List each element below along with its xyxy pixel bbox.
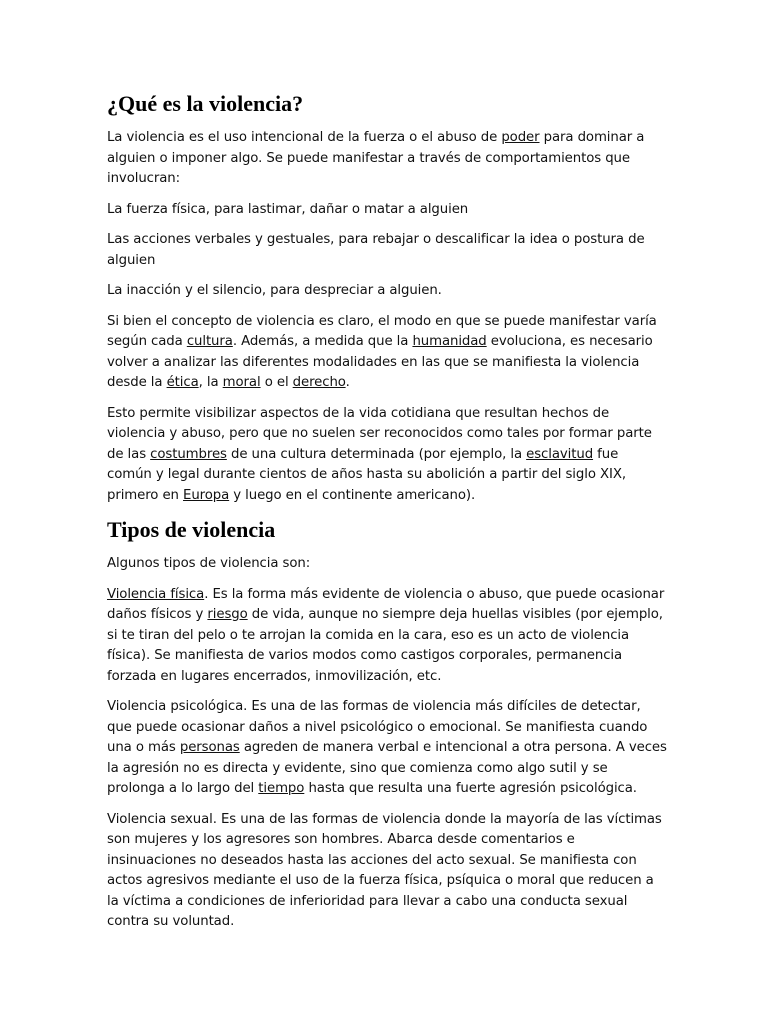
paragraph-concepto (107, 312, 667, 394)
paragraph-violencia-fisica (107, 585, 667, 688)
text: . Además, a medida que la (232, 334, 413, 349)
text: o el (260, 375, 293, 390)
text: Violencia psicológica. Es una de las formas de violencia más difíciles de detectar, que puede ocasionar daños a nivel psicológico o emocional. Se manifiesta cuando una o más (107, 699, 648, 755)
link-violencia-fisica[interactable]: Violencia física (107, 586, 205, 602)
link-moral[interactable]: moral (222, 375, 261, 390)
text: Esto permite visibilizar aspectos de la vida cotidiana que resultan hechos de violencia y abuso, pero que no suelen ser reconocidos como tales por formar parte de las (107, 405, 652, 462)
link-humanidad[interactable]: humanidad (412, 334, 487, 349)
text: hasta que resulta una fuerte agresión psicológica. (304, 781, 637, 796)
paragraph-item-acciones: Las acciones verbales y gestuales, para rebajar o descalificar la idea o postura de alguien (107, 232, 645, 268)
link-costumbres[interactable]: costumbres (150, 446, 227, 462)
link-cultura[interactable]: cultura (186, 334, 233, 349)
link-riesgo[interactable]: riesgo (207, 607, 248, 622)
document-body (107, 90, 667, 943)
text: de vida, aunque no siempre deja huellas visibles (por ejemplo, si te tiran del pelo o te arrojan la comida en la cara, eso es un acto de violencia física). Se manifiesta de varios modos como castigos corporales, permanencia forzada en lugares encerrados, inmovilización, etc. (107, 607, 663, 684)
text: La violencia es el uso intencional de la fuerza o el abuso de (107, 130, 502, 145)
paragraph-visibilizar (107, 404, 667, 507)
paragraph-intro-tipos: Algunos tipos de violencia son: (107, 556, 311, 571)
heading-tipos-violencia: Tipos de violencia (107, 517, 276, 542)
text: y luego en el continente americano). (229, 487, 476, 503)
paragraph-violencia-psicologica (107, 697, 667, 800)
paragraph-item-inaccion: La inacción y el silencio, para despreciar a alguien. (107, 283, 442, 298)
text: fue común y legal durante cientos de años hasta su abolición a partir del siglo XIX, primero en (107, 446, 626, 503)
text: , la (198, 375, 223, 390)
text: agreden de manera verbal e intencional a otra persona. A veces la agresión no es directa y evidente, sino que comienza como algo sutil y se prolonga a lo largo del (107, 740, 667, 796)
paragraph-violencia-sexual: Violencia sexual. Es una de las formas de violencia donde la mayoría de las víctimas son mujeres y los agresores son hombres. Abarca desde comentarios e insinuaciones no deseados hasta las acciones del acto sexual. Se manifiesta con actos agresivos mediante el uso de la fuerza física, psíquica o moral que reducen a la víctima a condiciones de inferioridad para llevar a cabo una conducta sexual contra su voluntad. (107, 811, 662, 929)
paragraph-item-fuerza: La fuerza física, para lastimar, dañar o matar a alguien (107, 201, 469, 217)
text: evoluciona, es necesario volver a analizar las diferentes modalidades en las que se manifiesta la violencia desde la (107, 334, 653, 390)
link-personas[interactable]: personas (179, 740, 240, 755)
link-poder[interactable]: poder (501, 130, 540, 145)
paragraph-definicion (107, 128, 667, 190)
link-tiempo[interactable]: tiempo (258, 781, 305, 796)
heading-que-es-violencia: ¿Qué es la violencia? (107, 91, 304, 116)
text: de una cultura determinada (por ejemplo, la (226, 446, 527, 462)
link-etica[interactable]: ética (166, 375, 199, 390)
text: Si bien el concepto de violencia es claro, el modo en que se puede manifestar varía según cada (107, 313, 657, 349)
text: . (345, 375, 350, 390)
link-europa[interactable]: Europa (183, 487, 230, 503)
text: para dominar a alguien o imponer algo. Se puede manifestar a través de comportamientos que involucran: (107, 130, 645, 186)
link-esclavitud[interactable]: esclavitud (526, 446, 594, 462)
text: . Es la forma más evidente de violencia o abuso, que puede ocasionar daños físicos y (107, 586, 665, 622)
link-derecho[interactable]: derecho (292, 375, 346, 390)
